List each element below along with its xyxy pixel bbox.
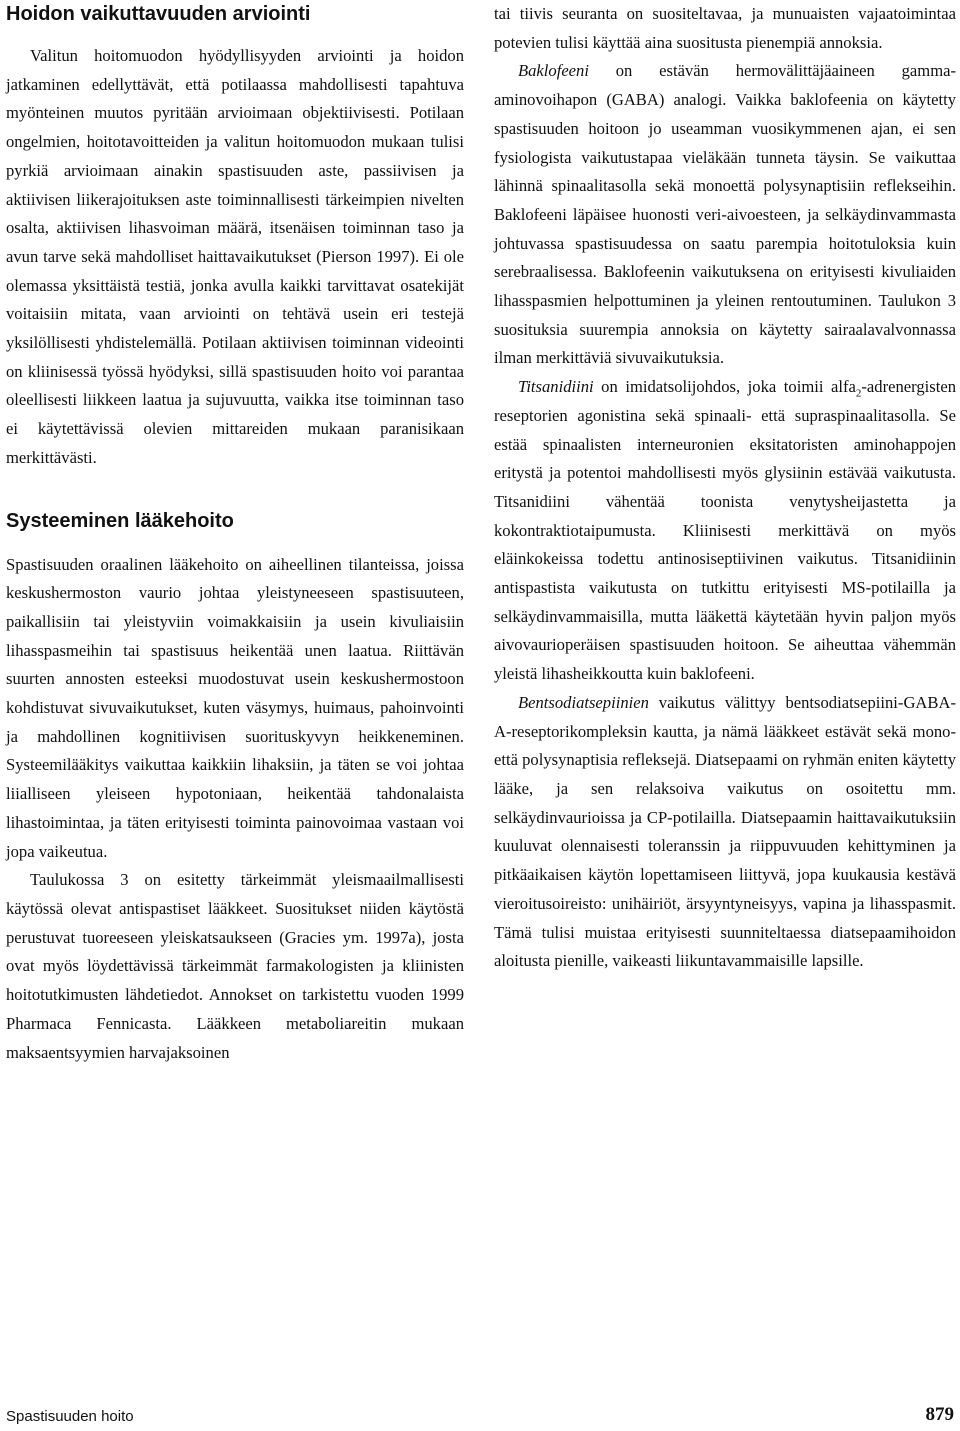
- paragraph-tizanidine: [494, 373, 956, 689]
- paragraph-benzodiazepines: [494, 689, 956, 976]
- section-heading-systemic-medication: Systeeminen lääkehoito: [6, 509, 234, 532]
- paragraph-baclofen: [494, 57, 956, 373]
- paragraph-evaluation: Valitun hoitomuodon hyödyllisyyden arviointi ja hoidon jatkaminen edellyttävät, että potilaassa mahdollisesti tapahtuva myönteinen muutos pyritään arvioimaan objektiivisesti. Potilaan ongelmien, hoitotavoitteiden ja valitun hoitomuodon mukaan tulisi pyrkiä arvioimaan ainakin spastisuuden aste, passiivisen ja aktiivisen liikerajoituksen aste toiminnallisesti tärkeimpien nivelten osalta, aktiivisen lihasvoiman määrä, itsenäisen toiminnan taso ja avun tarve sekä mahdolliset haittavaikutukset (Pierson 1997). Ei ole olemassa yksittäistä testiä, jonka avulla kaikki tarvittavat osatekijät voitaisiin mitata, vaan arviointi on tehtävä usein eri testejä yksilöllisesti yhdistelemällä. Potilaan aktiivisen toiminnan videointi on kliinisessä työssä hyödyksi, sillä spastisuuden hoito voi parantaa oleellisesti liikkeen laatua ja sujuvuutta, vaikka itse toiminnan taso ei käytettävissä olevien mittareiden mukaan paranisikaan merkittävästi.: [6, 46, 464, 467]
- drug-term-benzodiazepines: Bentsodiatsepiinien: [518, 692, 649, 712]
- tizanidine-text-b: -adrenergisten reseptorien agonistina sekä spinaali- että supraspinaalitasolla. Se estää spinaalisten interneuronien eksitatoristen aminohappojen eritystä ja potentoi mahdollisesti myös glysiinin estävää vaikutusta. Titsanidiini vähentää toonista venytysheijastetta ja kokontraktiotaipumusta. Kliinisesti merkittävä on myös eläinkokeissa todettu antinosiseptiivinen vaikutus. Titsanidiinin antispastista vaikutusta on tutkittu erityisesti MS-potilailla ja selkäydinvammaisilla, mutta lääkettä käytetään hyvin paljon myös aivovaurioperäisen spastisuuden hoitoon. Se aiheuttaa vähemmän yleistä lihasheikkoutta kuin baklofeeni.: [494, 377, 956, 684]
- drug-term-baclofen: Baklofeeni: [518, 61, 589, 81]
- baclofen-text: on estävän hermovälittäjäaineen gamma-aminovoihapon (GABA) analogi. Vaikka baklofeenia on käytetty spastisuuden hoitoon jo useamman vuosikymmenen ajan, ei sen fysiologista vaikutustapaa vieläkään tunneta täysin. Se vaikuttaa lähinnä spinaalitasolla sekä monoettä polysynaptisiin reflekseihin. Baklofeeni läpäisee huonosti veri-aivoesteen, ja selkäydinvammasta johtuvassa spastisuudessa on saatu parempia hoitotuloksia kuin serebraalisessa. Baklofeenin vaikutuksena on erityisesti kivuliaiden lihasspasmien helpottuminen ja yleinen rentoutuminen. Taulukon 3 suosituksia suurempia annoksia on käytetty sairaalavalvonnassa ilman merkittäviä sivuvaikutuksia.: [494, 61, 956, 368]
- drug-term-tizanidine: Titsanidiini: [518, 377, 594, 397]
- paragraph-oral-medication: Spastisuuden oraalinen lääkehoito on aiheellinen tilanteissa, joissa keskushermoston vaurio johtaa yleistyneeseen spastisuuteen, paikallisiin tai yleistyviin voimakkaisiin ja usein kivuliaisiin lihasspasmeihin tai spastisuus heikentää unen laatua. Riittävän suurten annosten esteeksi muodostuvat usein keskushermostoon kohdistuvat sivuvaikutukset, kuten väsymys, huimaus, pahoinvointi ja mahdollinen kognitiivisen suorituskyvyn heikkeneminen. Systeemilääkitys vaikuttaa kaikkiin lihaksiin, ja täten se voi johtaa liialliseen yleiseen hypotoniaan, heikentää tahdonalaista lihastoimintaa, ja täten erityisesti toiminta painovoimaa vastaan voi jopa vaikeutua.: [6, 554, 464, 861]
- right-column: [494, 0, 956, 976]
- tizanidine-text-a: on imidatsolijohdos, joka toimii alfa: [593, 377, 856, 397]
- page-number: 879: [925, 1404, 954, 1425]
- running-title: Spastisuuden hoito: [6, 1408, 134, 1425]
- benzodiazepines-text: vaikutus välittyy bentsodiatsepiini-GABA-A-reseptorikompleksin kautta, ja nämä lääkkeet estävät sekä mono- että polysynaptisia refleksejä. Diatsepaami on ryhmän eniten käytetty lääke, ja sen relaksoiva vaikutus on osoitettu mm. selkäydinvaurioissa ja CP-potilailla. Diatsepaamin haittavaikutuksiin kuuluvat olennaisesti toleranssin ja riippuvuuden kehittyminen ja pitkäaikaisen käytön lopettamiseen liittyvä, jopa kuukausia kestävä vieroitusoireisto: unihäiriöt, ärsyyntyneisyys, vapina ja lihasspasmit. Tämä tulisi muistaa erityisesti suunniteltaessa diatsepaamihoidon aloitusta pienille, vaikeasti liikuntavammaisille lapsille.: [494, 692, 956, 971]
- paragraph-table-reference: Taulukossa 3 on esitetty tärkeimmät yleismaailmallisesti käytössä olevat antispastiset lääkkeet. Suositukset niiden käytöstä perustuvat tuoreeseen yleiskatsaukseen (Gracies ym. 1997a), josta ovat myös löydettävissä tärkeimmät farmakologisten ja kliinisten hoitotutkimusten lähdetiedot. Annokset on tarkistettu vuoden 1999 Pharmaca Fennicasta. Lääkkeen metaboliareitin mukaan maksaentsyymien harvajaksoinen: [6, 870, 464, 1062]
- paragraph-continuation: tai tiivis seuranta on suositeltavaa, ja munuaisten vajaatoimintaa potevien tulisi käyttää aina suositusta pienempiä annoksia.: [494, 4, 956, 52]
- subscript-2: 2: [855, 387, 862, 400]
- section-heading-evaluation: Hoidon vaikuttavuuden arviointi: [6, 3, 311, 25]
- left-column: [6, 0, 464, 1067]
